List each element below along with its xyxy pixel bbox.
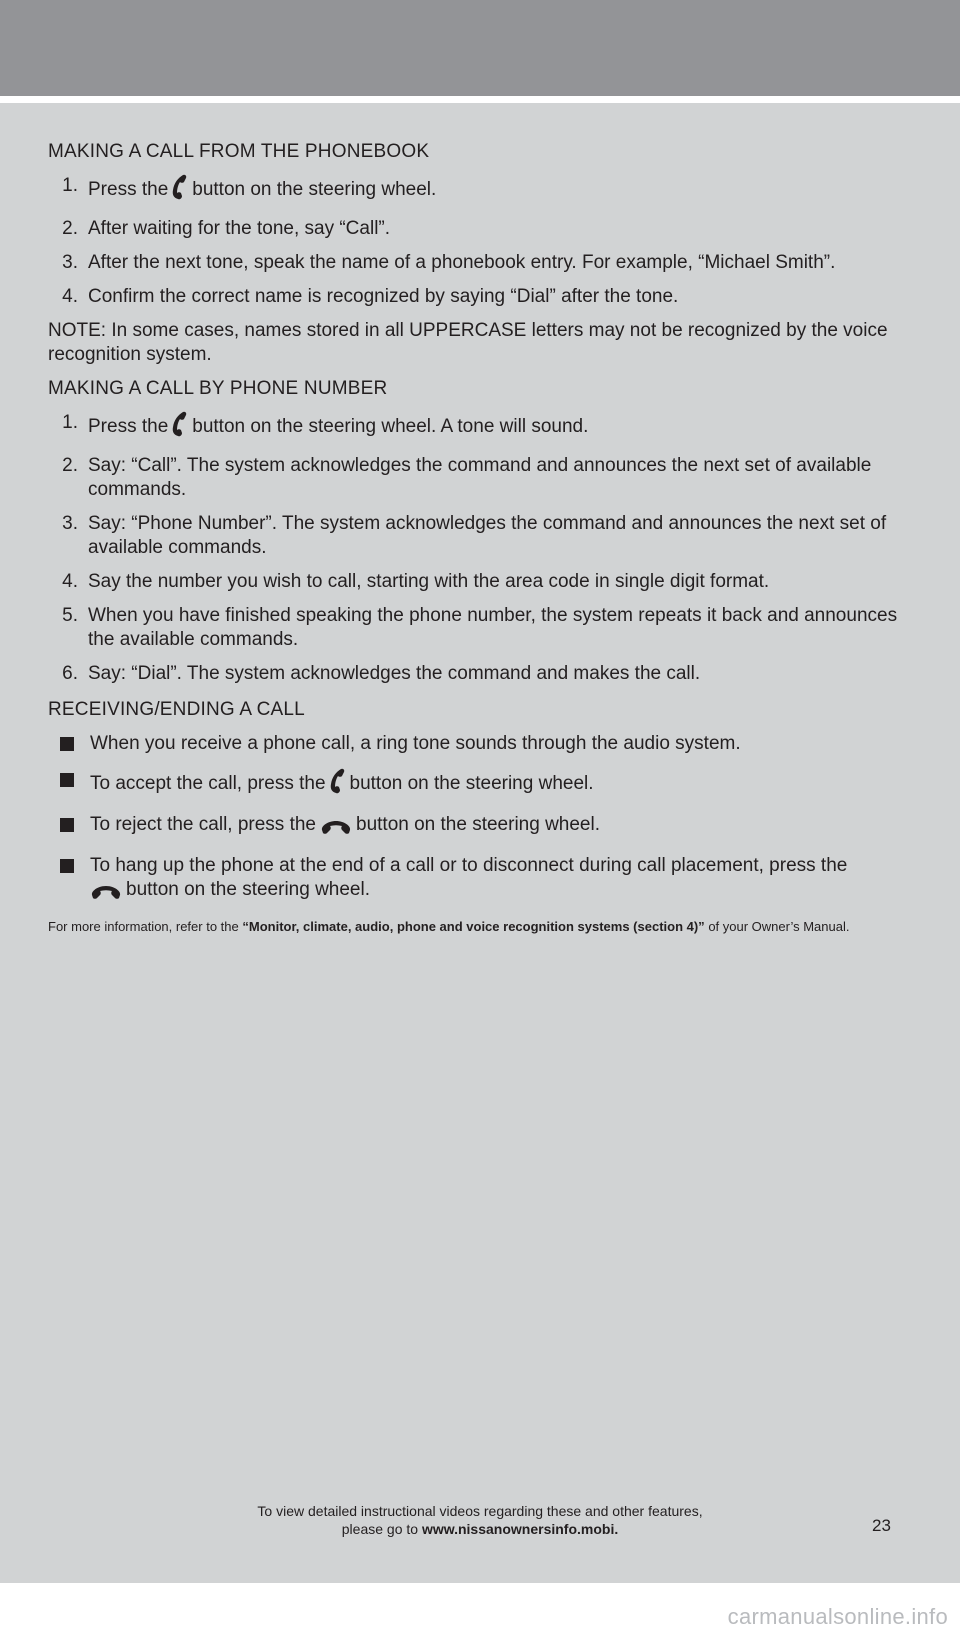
step-text: Say the number you wish to call, starting with the area code in single digit format. [88,571,770,592]
section-title-receiving-ending: RECEIVING/ENDING A CALL [48,699,305,720]
phone-pickup-icon [330,768,346,801]
footer-line: To view detailed instructional videos regarding these and other features, [257,1503,703,1519]
watermark: carmanualsonline.info [727,1604,948,1629]
footnote: For more information, refer to the “Monitor, climate, audio, phone and voice recognition systems (section 4)” of your Owner’s Manual. [48,919,850,934]
note-text: NOTE: In some cases, names stored in all UPPERCASE letters may not be recognized by the voice recognition system. [48,320,888,365]
section-title-phonebook: MAKING A CALL FROM THE PHONEBOOK [48,141,430,162]
bullet-square-icon [60,859,74,873]
list-item [48,662,898,686]
step-text: After waiting for the tone, say “Call”. [88,218,391,239]
list-item [48,854,898,907]
step-text: When you have finished speaking the phone number, the system repeats it back and announces the available commands. [88,605,898,650]
bullet-square-icon [60,737,74,751]
step-number: 2. [62,455,78,476]
step-number: 3. [62,513,78,534]
step-number: 2. [62,218,78,239]
step-number: 3. [62,252,78,273]
bullet-text: To accept the call, press the [90,773,326,794]
bullet-square-icon [60,818,74,832]
step-number: 6. [62,663,78,684]
bullet-text: button on the steering wheel. [126,879,371,900]
bullet-text: To hang up the phone at the end of a call or to disconnect during call placement, press the [90,855,848,876]
list-item [48,768,898,801]
step-text: Say: “Call”. The system acknowledges the command and announces the next set of available commands. [88,455,872,500]
step-number: 5. [62,605,78,626]
list-item [48,732,898,756]
footer: To view detailed instructional videos regarding these and other features, please go to www.nissanownersinfo.mobi. [250,1502,710,1538]
phone-hangup-icon [320,818,352,842]
phone-pickup-icon [172,411,188,444]
list-item [48,570,898,594]
step-text: button on the steering wheel. A tone will sound. [192,416,589,437]
step-text: Confirm the correct name is recognized by saying “Dial” after the tone. [88,286,679,307]
manual-content [48,140,898,935]
step-text: After the next tone, speak the name of a phonebook entry. For example, “Michael Smith”. [88,252,836,273]
phone-pickup-icon [172,174,188,207]
list-item [48,512,898,560]
list-item [48,604,898,652]
list-item [48,454,898,502]
phone-hangup-icon [90,883,122,907]
top-banner [0,0,960,96]
list-item [48,813,898,842]
page-number: 23 [872,1516,891,1535]
bullet-text: To reject the call, press the [90,814,316,835]
list-item [48,174,898,207]
bullet-square-icon [60,773,74,787]
list-item [48,285,898,309]
step-number: 1. [62,175,78,196]
footer-link[interactable]: www.nissanownersinfo.mobi. [421,1521,619,1537]
section-title-phone-number: MAKING A CALL BY PHONE NUMBER [48,378,388,399]
bullet-text: button on the steering wheel. [349,773,594,794]
step-number: 4. [62,286,78,307]
footnote-reference: “Monitor, climate, audio, phone and voice recognition systems (section 4)” [242,919,705,934]
list-item [48,251,898,275]
list-item [48,217,898,241]
bullet-text: button on the steering wheel. [356,814,601,835]
step-number: 1. [62,412,78,433]
step-text: button on the steering wheel. [192,179,437,200]
step-number: 4. [62,571,78,592]
bullet-text: When you receive a phone call, a ring tone sounds through the audio system. [90,733,741,754]
step-text: Press the [88,179,169,200]
step-text: Press the [88,416,169,437]
step-text: Say: “Phone Number”. The system acknowledges the command and announces the next set of available commands. [88,513,887,558]
list-item [48,411,898,444]
step-text: Say: “Dial”. The system acknowledges the command and makes the call. [88,663,701,684]
